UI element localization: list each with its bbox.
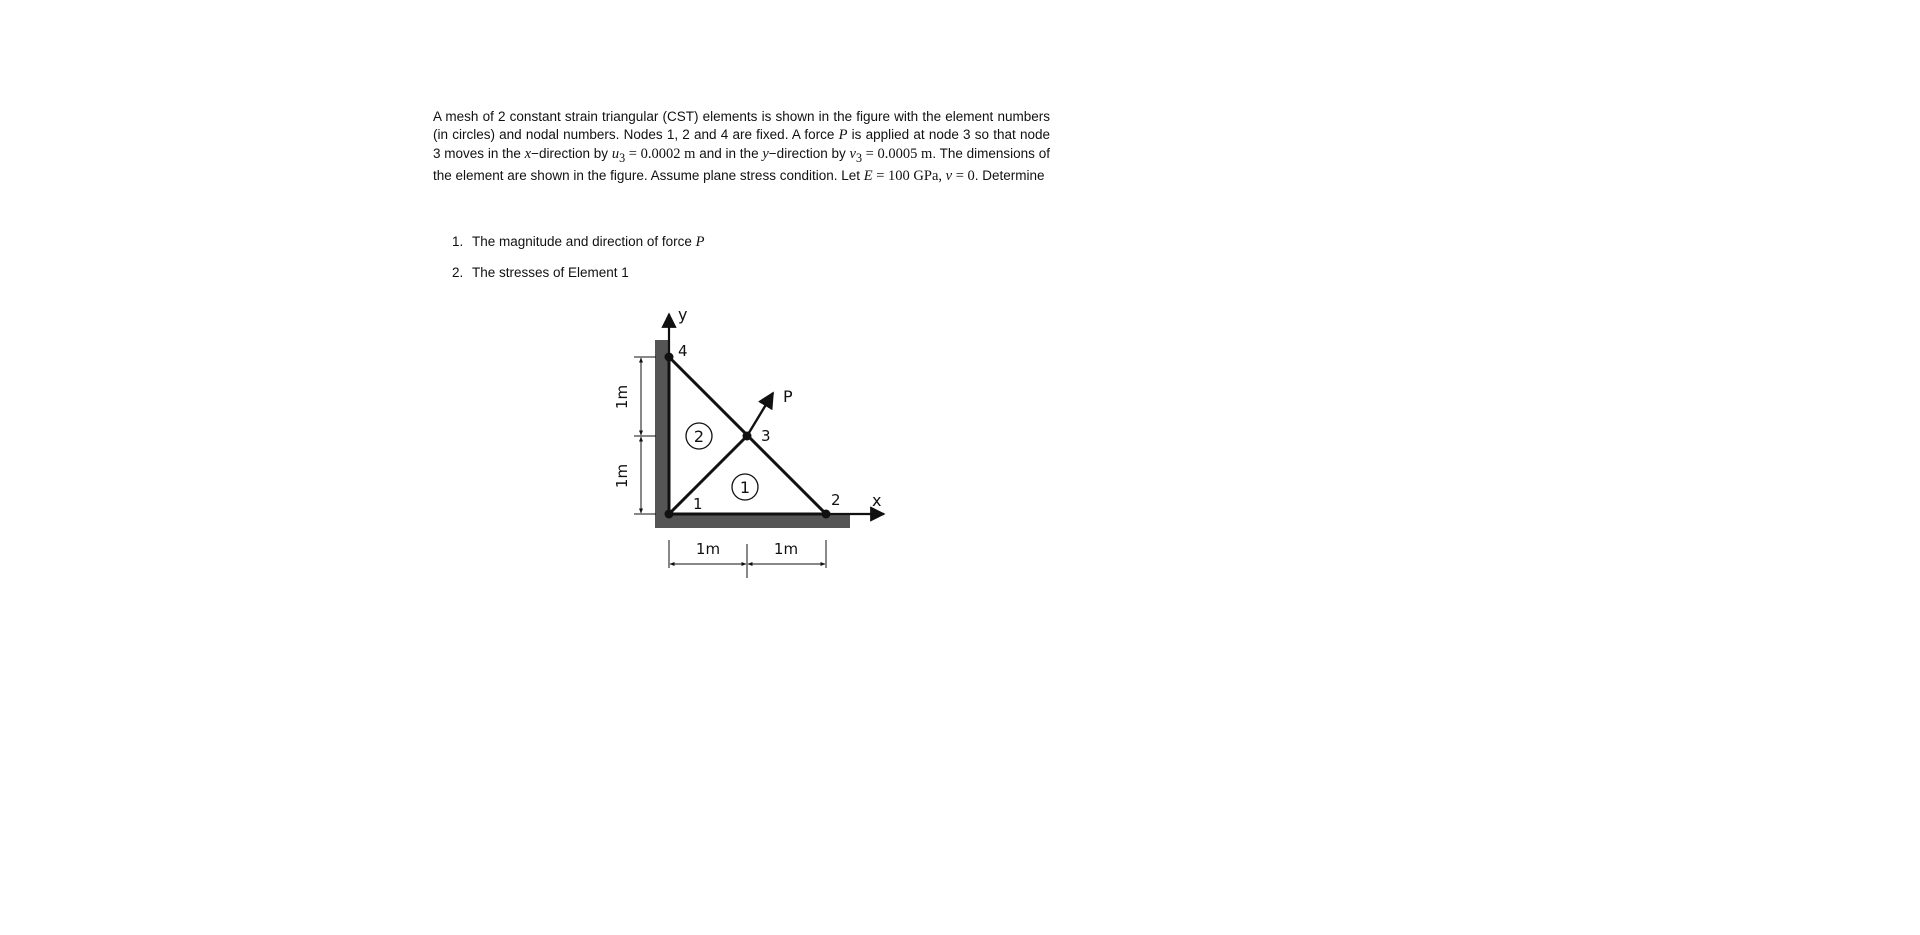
node-2 bbox=[822, 510, 831, 519]
node-label-2: 2 bbox=[831, 491, 841, 509]
node-3 bbox=[743, 432, 752, 441]
dim-vertical-top-label: 1m bbox=[613, 384, 631, 410]
element-2-label: 2 bbox=[693, 427, 705, 446]
node-4 bbox=[665, 353, 674, 362]
dim-horizontal-left-label: 1m bbox=[695, 540, 721, 558]
mesh-diagram bbox=[590, 300, 890, 580]
left-wall bbox=[655, 340, 669, 528]
node-1 bbox=[665, 510, 674, 519]
cst-mesh-figure bbox=[590, 300, 890, 580]
dim-horizontal-right-label: 1m bbox=[773, 540, 799, 558]
x-axis-label: x bbox=[872, 491, 882, 510]
node-label-1: 1 bbox=[693, 495, 703, 513]
task-list bbox=[452, 233, 705, 295]
y-axis-label: y bbox=[678, 305, 688, 324]
node-label-4: 4 bbox=[678, 342, 688, 360]
bottom-wall bbox=[655, 514, 850, 528]
node-label-3: 3 bbox=[761, 427, 771, 445]
problem-statement bbox=[433, 108, 1050, 186]
edge-1-3 bbox=[669, 436, 747, 514]
element-1-label: 1 bbox=[739, 478, 751, 497]
dim-vertical-bottom-label: 1m bbox=[613, 463, 631, 489]
task-item: 1. The magnitude and direction of force P bbox=[452, 234, 705, 250]
task-item: 2. The stresses of Element 1 bbox=[452, 265, 629, 280]
force-label: P bbox=[783, 387, 793, 406]
problem-paragraph: A mesh of 2 constant strain triangular (CST) elements is shown in the figure with the element numbers (in circles) and nodal numbers. Nodes 1, 2 and 4 are fixed. A force P is applied at node 3 so that node 3 moves in the x−direction by $u_3 = 0.0002$ m and in the y−direction by $v_3 = 0.0005$ m. The dimensions of the element are shown in the figure. Assume plane stress condition. Let E = 100 GPa, ν = 0. Determine bbox=[433, 109, 1050, 185]
